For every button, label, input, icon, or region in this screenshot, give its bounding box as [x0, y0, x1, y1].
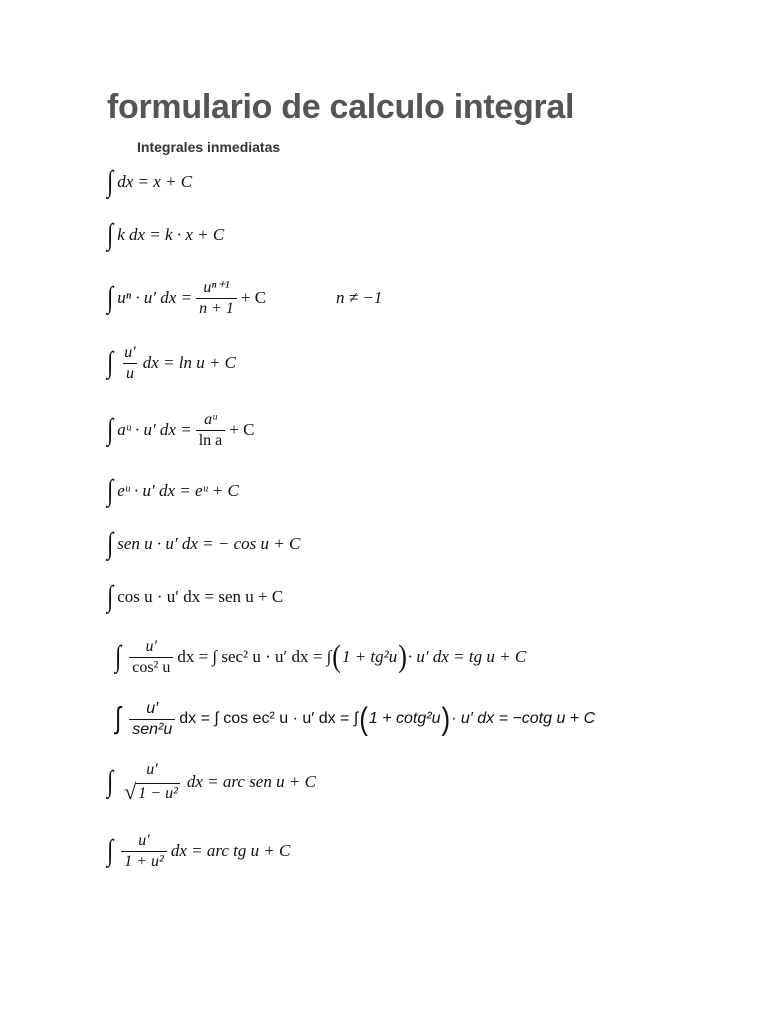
fraction	[129, 700, 175, 738]
paren-body: 1 + cotg²u	[368, 710, 441, 727]
integral-sign: ∫	[115, 702, 122, 735]
formula-1	[106, 152, 192, 212]
integral-sign: ∫	[107, 165, 114, 198]
formula-7	[106, 514, 300, 574]
formula-4	[106, 333, 236, 393]
formula-lhs: aᵘ · u′ dx =	[117, 420, 192, 439]
integral-sign: ∫	[107, 346, 114, 379]
sqrt-denominator: √ 1 − u²	[124, 778, 178, 804]
formula-mid: dx = ∫ sec² u · u′ dx = ∫	[177, 647, 332, 666]
fraction	[121, 761, 183, 803]
integral-sign: ∫	[107, 580, 114, 613]
formula-rhs: dx = arc tg u + C	[170, 841, 291, 860]
denominator: cos² u	[129, 657, 173, 677]
numerator: u′	[138, 831, 150, 849]
denominator: n + 1	[196, 298, 237, 318]
formula-body: k dx = k · x + C	[117, 225, 225, 244]
formula-mid: dx = ∫ cos ec² u · u′ dx = ∫	[179, 710, 359, 727]
formula-5	[106, 400, 254, 460]
denominator: ln a	[196, 430, 226, 450]
formula-rhs: dx = arc sen u + C	[186, 772, 316, 791]
denominator: u	[123, 363, 137, 383]
formula-body: eᵘ · u′ dx = eᵘ + C	[117, 481, 239, 500]
formula-body: dx = x + C	[117, 172, 193, 191]
paren-body: 1 + tg²u	[341, 647, 398, 666]
numerator: u′	[146, 761, 158, 779]
fraction	[196, 411, 226, 449]
integral-sign: ∫	[107, 413, 114, 446]
formula-body: cos u · u′ dx = sen u + C	[117, 587, 284, 606]
formula-tail: + C	[240, 288, 267, 307]
formula-tail: · u′ dx = −cotg u + C	[451, 710, 596, 727]
denominator: sen²u	[129, 719, 175, 739]
integral-sign: ∫	[115, 640, 122, 673]
fraction	[121, 832, 167, 870]
fraction	[121, 344, 139, 382]
denominator: 1 − u²	[138, 785, 178, 803]
section-subtitle: Integrales inmediatas	[137, 139, 281, 155]
integral-sign: ∫	[107, 281, 114, 314]
integral-sign: ∫	[107, 834, 114, 867]
formula-condition: n ≠ −1	[336, 288, 383, 307]
formula-9: ∫ $\frac{u'}{\text{cos² u}}$ dx = ∫ sec² u · u′ dx = ∫ ( 1 + tg²u ) · u′ dx = tg u + C	[115, 637, 527, 676]
formula-2	[106, 205, 224, 265]
formula-11	[106, 752, 316, 812]
numerator: u′	[146, 699, 159, 717]
page-title: formulario de calculo integral	[107, 88, 575, 126]
formula-8	[106, 567, 283, 627]
formula-12	[106, 821, 290, 881]
formula-tail: · u′ dx = tg u + C	[407, 647, 527, 666]
formula-body: sen u · u′ dx = − cos u + C	[117, 534, 301, 553]
formula-tail: + C	[229, 420, 255, 439]
numerator: uⁿ⁺¹	[203, 278, 230, 296]
integral-sign: ∫	[107, 474, 114, 507]
numerator: aᵘ	[204, 410, 217, 428]
integral-sign: ∫	[107, 527, 114, 560]
numerator: u′	[145, 637, 158, 655]
formula-3	[106, 268, 382, 328]
numerator: u′	[124, 343, 136, 361]
integral-sign: ∫	[107, 765, 114, 798]
fraction	[129, 638, 173, 676]
formula-rhs: dx = ln u + C	[142, 353, 237, 372]
denominator: 1 + u²	[121, 851, 167, 871]
formula-lhs: uⁿ · u′ dx =	[117, 288, 193, 307]
formula-6	[106, 461, 239, 521]
formula-10: ∫ $\frac{u'}{\text{sen²u}}$ dx = ∫ cos ec² u · u′ dx = ∫ ( 1 + cotg²u ) · u′ dx = −cotg u + C	[115, 699, 596, 738]
integral-sign: ∫	[107, 218, 114, 251]
fraction	[196, 279, 237, 317]
